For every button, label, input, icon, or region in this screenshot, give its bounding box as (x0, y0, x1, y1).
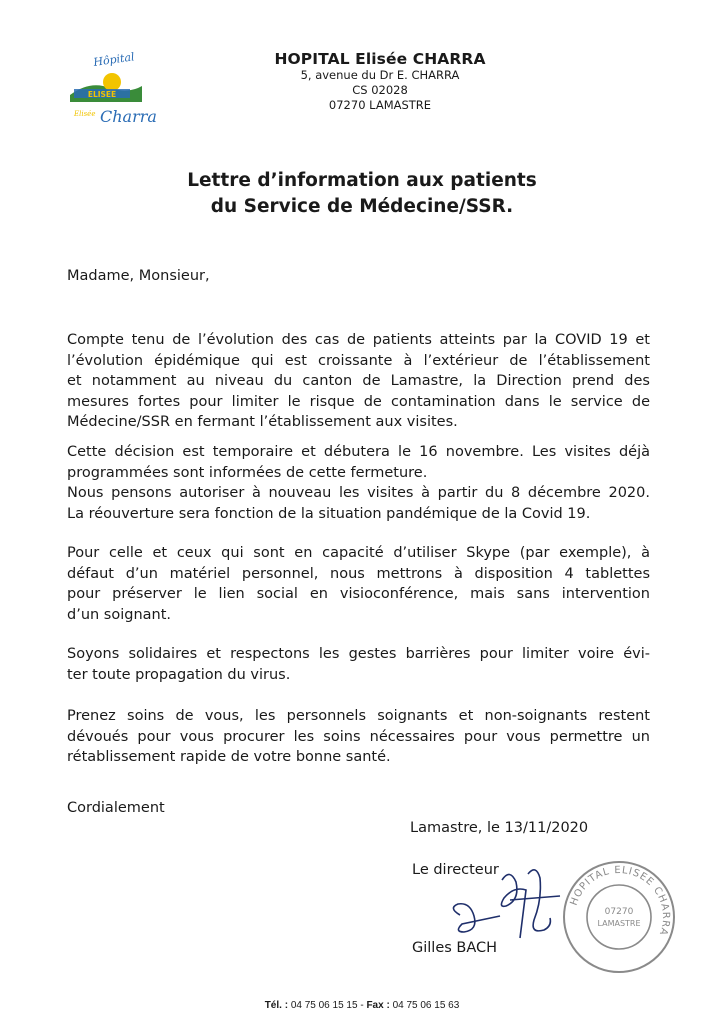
text-line: rétablissement rapide de votre bonne santé. (67, 749, 391, 765)
place-and-date: Lamastre, le 13/11/2020 (410, 820, 589, 836)
title-line-2: du Service de Médecine/SSR. (210, 196, 514, 217)
text-line: l’évolution épidémique qui est croissante à l’extérieur de l’établissement (67, 352, 650, 369)
fax-label: Fax : (366, 1000, 390, 1011)
text-line: Soyons solidaires et respectons les gestes barrières pour limiter voire évi- (67, 646, 650, 662)
logo-bottom-left: Elisée (74, 110, 96, 118)
paragraph-tablets (67, 543, 650, 625)
paragraph-closure-reason (67, 330, 650, 433)
letterhead (200, 50, 560, 113)
text-line: Compte tenu de l’évolution des cas de patients atteints par la COVID 19 et (67, 332, 650, 348)
logo-bottom-right: Charra (100, 107, 157, 126)
letter-title (60, 168, 664, 220)
paragraph-dates (67, 442, 650, 524)
signer-role: Le directeur (412, 862, 499, 878)
official-stamp (560, 858, 678, 976)
text-line: dévoués pour vous procurer les soins nécessaires pour vous permettre un (67, 728, 650, 745)
text-line: Nous pensons autoriser à nouveau les visites à partir du 8 décembre 2020. (67, 485, 650, 501)
text-line: pour préserver le lien social en visioconférence, mais sans intervention (67, 586, 650, 602)
text-line: Médecine/SSR en fermant l’établissement aux visites. (67, 414, 458, 430)
phone-label: Tél. : (264, 1000, 289, 1011)
text-line: d’un soignant. (67, 606, 172, 623)
text-line: Pour celle et ceux qui sont en capacité d’utiliser Skype (par exemple), à (67, 545, 650, 561)
text-line: défaut d’un matériel personnel, nous mettrons à disposition 4 tablettes (67, 565, 650, 582)
address-line-1: 5, avenue du Dr E. CHARRA (300, 68, 460, 82)
closing: Cordialement (67, 800, 165, 816)
address-line-2: CS 02028 (352, 83, 408, 97)
logo-mid-word: ELISEE (87, 90, 117, 99)
handwritten-signature (440, 860, 570, 950)
stamp-ring-text: HOPITAL ELISEE CHARRA (568, 864, 672, 938)
footer-contact (0, 1000, 724, 1011)
hospital-name: HOPITAL Elisée CHARRA (274, 50, 486, 68)
hospital-logo (60, 50, 157, 130)
stamp-center-line-1: 07270 (604, 907, 634, 917)
text-line: Prenez soins de vous, les personnels soignants et non-soignants restent (67, 708, 650, 724)
address-line-3: 07270 LAMASTRE (328, 98, 432, 112)
text-line: programmées sont informées de cette fermeture. (67, 464, 428, 481)
paragraph-solidarity (67, 644, 650, 685)
text-line: mesures fortes pour limiter le risque de contamination dans le service de (67, 393, 650, 410)
stamp-center-line-2: LAMASTRE (597, 919, 641, 928)
paragraph-care (67, 706, 650, 768)
logo-top-word: Hôpital (92, 50, 136, 69)
fax-number: 04 75 06 15 63 (392, 1000, 460, 1011)
phone-number: 04 75 06 15 15 (290, 1000, 358, 1011)
salutation: Madame, Monsieur, (67, 268, 210, 284)
signer-name: Gilles BACH (412, 940, 498, 956)
title-line-1: Lettre d’information aux patients (187, 170, 537, 191)
text-line: Cette décision est temporaire et débutera le 16 novembre. Les visites déjà (67, 444, 650, 460)
text-line: ter toute propagation du virus. (67, 666, 291, 683)
text-line: La réouverture sera fonction de la situation pandémique de la Covid 19. (67, 505, 591, 522)
footer-separator: - (357, 1000, 367, 1011)
text-line: et notamment au niveau du canton de Lamastre, la Direction prend des (67, 373, 650, 389)
